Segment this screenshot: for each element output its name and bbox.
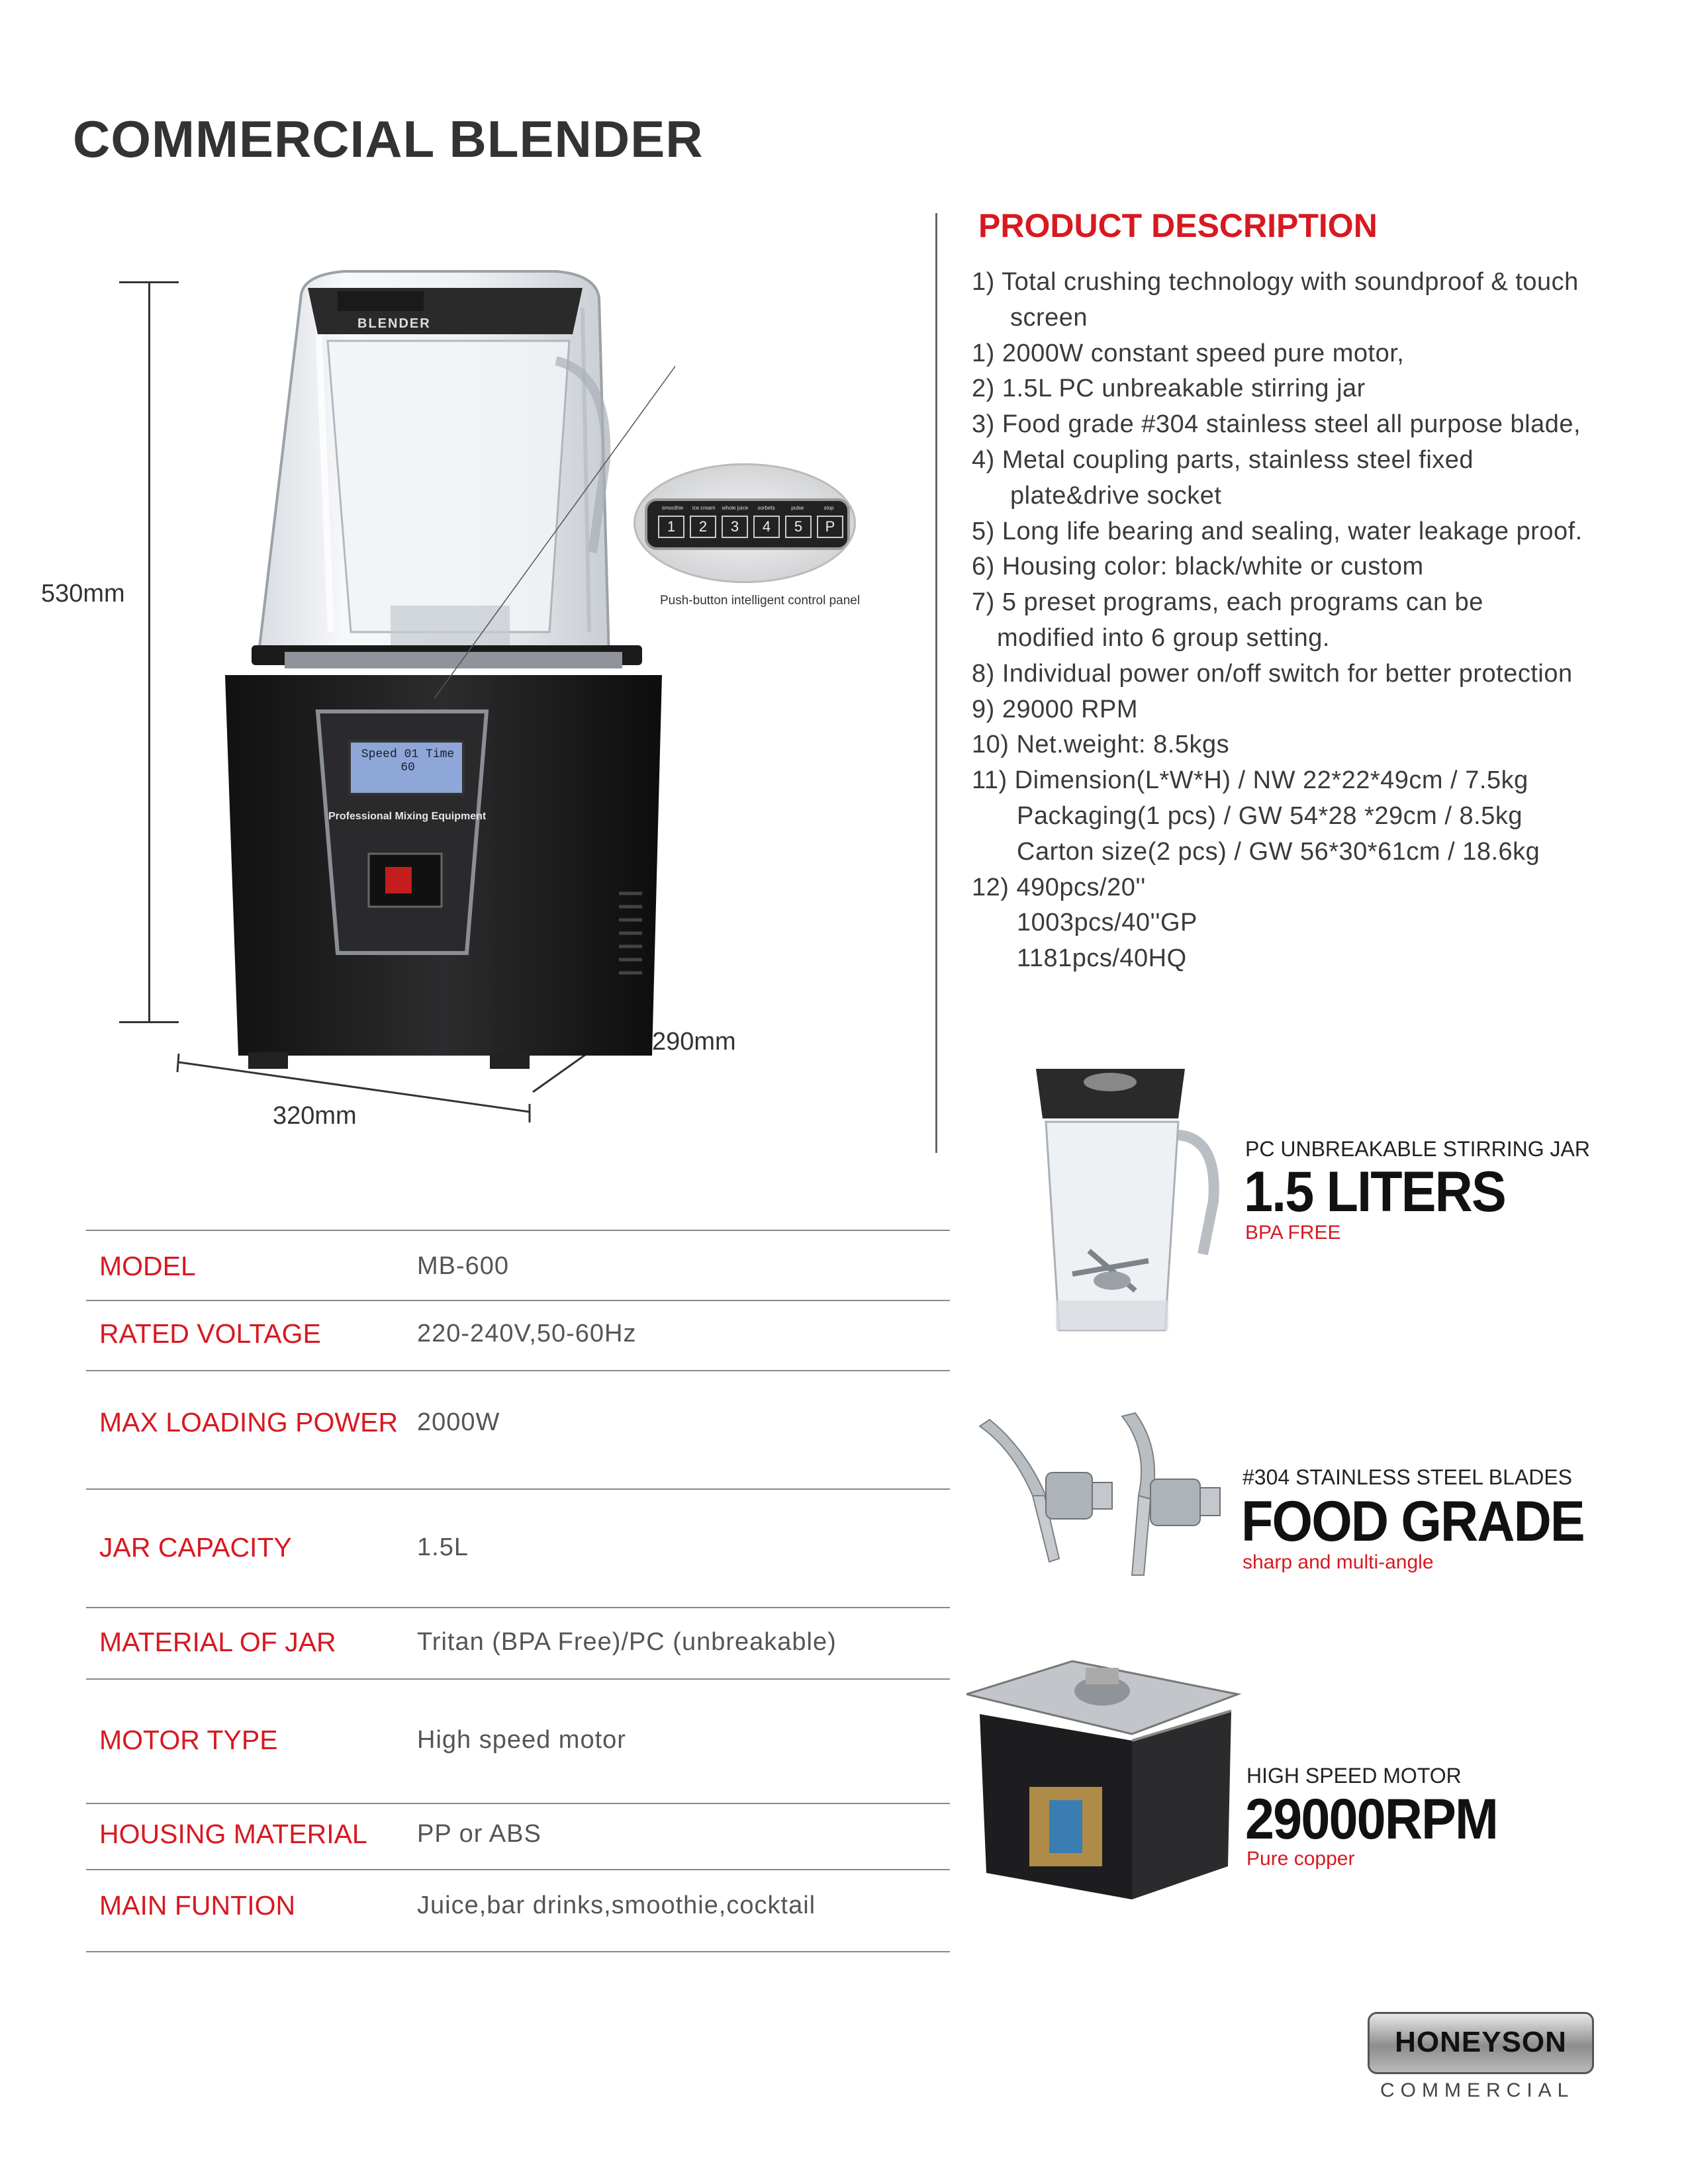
spec-table [86,1230,950,1952]
description-line: 10) Net.weight: 8.5kgs [972,731,1230,759]
spec-value: Juice,bar drinks,smoothie,cocktail [417,1891,816,1919]
height-dimension-cap-top [119,281,179,283]
panel-label-whole-juice: whole juice [722,505,749,511]
spec-key: MAIN FUNTION [99,1890,296,1921]
description-line: 2) 1.5L PC unbreakable stirring jar [972,375,1366,403]
panel-button-3: 3 [722,516,748,538]
spec-row-max-loading-power [86,1371,950,1490]
blender-illustration [212,261,675,1072]
panel-button-1: 1 [658,516,684,538]
description-heading: PRODUCT DESCRIPTION [978,207,1378,244]
description-line: 4) Metal coupling parts, stainless steel fixed [972,445,1474,474]
height-dimension-label: 530mm [41,580,125,608]
panel-button-2: 2 [690,516,716,538]
spec-key: MOTOR TYPE [99,1725,278,1755]
description-line: 9) 29000 RPM [972,695,1139,723]
spec-row-material-of-jar [86,1608,950,1680]
spec-row-jar-capacity [86,1490,950,1608]
spec-key: HOUSING MATERIAL [99,1819,367,1849]
spec-key: MODEL [99,1251,196,1281]
description-line: 3) Food grade #304 stainless steel all purpose blade, [972,410,1581,439]
height-dimension-line [148,281,150,1023]
blender-display: Speed 01 Time 60 [361,748,455,774]
description-line: Packaging(1 pcs) / GW 54*28 *29cm / 8.5kg [1017,801,1523,830]
spec-value: 1.5L [417,1533,469,1561]
spec-value: High speed motor [417,1726,626,1754]
brand-sub: COMMERCIAL [1380,2079,1575,2101]
spec-row-motor-type [86,1680,950,1804]
spec-key: MAX LOADING POWER [99,1407,399,1437]
description-line: screen [1010,303,1088,332]
description-line: plate&drive socket [1010,481,1222,510]
feature-blades-headline: FOOD GRADE [1241,1490,1584,1553]
description-line: 8) Individual power on/off switch for better protection [972,659,1573,688]
description-line: 7) 5 preset programs, each programs can be [972,588,1483,617]
spec-key: MATERIAL OF JAR [99,1627,336,1657]
panel-button-p: P [817,516,843,538]
description-line: 5) Long life bearing and sealing, water leakage proof. [972,517,1583,545]
feature-blades-caption: #304 STAINLESS STEEL BLADES [1243,1465,1573,1489]
description-line: 1) 2000W constant speed pure motor, [972,339,1405,367]
description-line: 11) Dimension(L*W*H) / NW 22*22*49cm / 7.5kg [972,766,1528,795]
panel-label-ice-cream: ice cream [692,505,716,511]
feature-motor-headline: 29000RPM [1245,1788,1498,1851]
spec-value: MB-600 [417,1252,510,1280]
jar-image [1029,1062,1228,1340]
feature-jar-sub: BPA FREE [1245,1222,1341,1244]
blender-front-label: Professional Mixing Equipment [328,811,487,822]
width-dimension-label: 320mm [273,1102,357,1130]
panel-label-pulse: pulse [791,505,804,511]
description-divider [935,213,937,1153]
motor-image [966,1655,1244,1906]
spec-row-main-funtion [86,1870,950,1952]
spec-row-housing-material [86,1804,950,1870]
panel-label-sorbets: sorbets [757,505,775,511]
description-line: 1) Total crushing technology with soundproof & touch [972,268,1579,296]
spec-row-rated-voltage [86,1301,950,1371]
page-title: COMMERCIAL BLENDER [73,110,704,168]
spec-row-model [86,1231,950,1301]
feature-blades-sub: sharp and multi-angle [1243,1551,1434,1573]
description-list [972,265,1660,977]
panel-label-smoothie: smoothie [661,505,684,511]
panel-button-4: 4 [753,516,780,538]
spec-key: RATED VOLTAGE [99,1318,321,1349]
spec-key: JAR CAPACITY [99,1532,292,1563]
brand-name: HONEYSON [1395,2026,1567,2058]
control-panel-caption: Push-button intelligent control panel [660,594,861,608]
feature-motor-sub: Pure copper [1246,1848,1355,1870]
description-line: Carton size(2 pcs) / GW 56*30*61cm / 18.6kg [1017,837,1540,866]
control-panel [645,498,850,550]
feature-motor-caption: HIGH SPEED MOTOR [1246,1764,1462,1788]
spec-value: Tritan (BPA Free)/PC (unbreakable) [417,1628,837,1656]
feature-jar-caption: PC UNBREAKABLE STIRRING JAR [1245,1137,1590,1161]
blender-brand-label: BLENDER [357,316,431,331]
control-panel-inset [633,463,856,583]
panel-label-stop: stop [823,505,834,511]
spec-value: 2000W [417,1408,500,1436]
depth-dimension-label: 290mm [652,1028,736,1056]
description-line: 12) 490pcs/20'' [972,873,1146,901]
feature-jar-headline: 1.5 LITERS [1244,1160,1505,1224]
description-line: modified into 6 group setting. [997,623,1330,652]
spec-value: 220-240V,50-60Hz [417,1320,637,1347]
spec-value: PP or ABS [417,1820,541,1848]
description-line: 6) Housing color: black/white or custom [972,553,1424,581]
description-line: 1003pcs/40''GP [1017,909,1197,937]
blades-image [973,1410,1231,1588]
panel-button-5: 5 [785,516,812,538]
description-line: 1181pcs/40HQ [1017,944,1187,973]
